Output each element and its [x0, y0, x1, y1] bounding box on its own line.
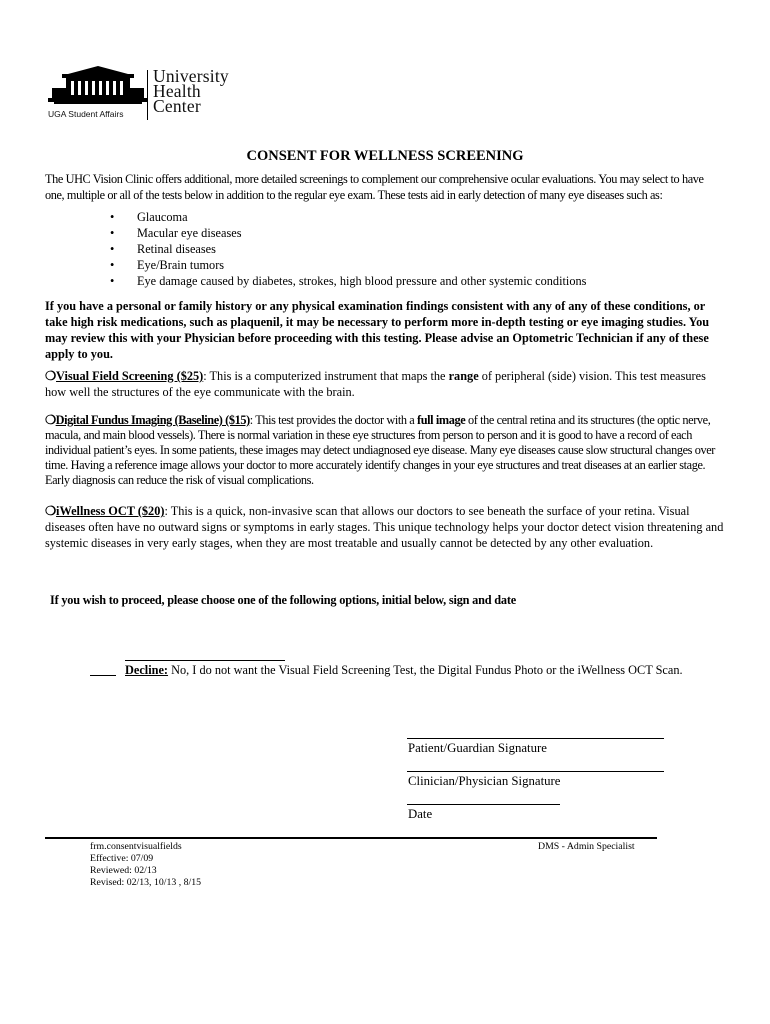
logo-word-health: Health: [153, 81, 201, 101]
logo-divider: [147, 70, 148, 120]
option-fundus: [45, 413, 725, 488]
uhc-logo: [48, 64, 248, 126]
list-item: • Eye damage caused by diabetes, strokes, high blood pressure and other systemic conditions: [110, 273, 586, 289]
option-emphasis: full image: [417, 413, 466, 427]
option-text: of the central retina and its structures (the optic nerve, macula, and main blood vessels). There is normal variation in these eye structures from person to person and it is good to have a record of each individual patient’s eyes. In some patients, these images may detect undiagnosed eye disease. Many eye diseases cause slow structural changes over time. Having a reference image allows your doctor to more accurately identify changes in your eye structures and treat diseases at an earlier stage. Early diagnosis can reduce the risk of visual complications.: [45, 413, 715, 487]
option-text: of peripheral (side) vision. This test measures how well the structures of the eye communicate with the brain.: [45, 369, 706, 399]
date-line[interactable]: [407, 804, 560, 805]
patient-signature-line[interactable]: [407, 738, 664, 739]
footer-owner: DMS - Admin Specialist: [538, 841, 635, 852]
decline-label: Decline:: [125, 663, 169, 677]
footer-divider: [45, 837, 657, 839]
radio-fundus[interactable]: ❍: [45, 413, 56, 427]
footer-effective: Effective: 07/09: [90, 853, 154, 864]
option-heading: Visual Field Screening ($25): [56, 369, 204, 383]
building-icon: [48, 64, 148, 110]
logo-affiliation: UGA Student Affairs: [48, 109, 124, 119]
option-text: : This test provides the doctor with a: [249, 413, 418, 427]
footer-revised: Revised: 02/13, 10/13 , 8/15: [90, 877, 202, 888]
radio-visual-field[interactable]: ❍: [45, 369, 57, 383]
conditions-list: [110, 209, 586, 289]
option-emphasis: range: [448, 369, 479, 383]
intro-paragraph: The UHC Vision Clinic offers additional, more detailed screenings to complement our comprehensive ocular evaluations. You may select to have one, multiple or all of the tests below in addition to the regular eye exam. These tests aid in early detection of many eye diseases such as:: [45, 172, 704, 202]
option-visual-field: [45, 368, 725, 400]
page-title: CONSENT FOR WELLNESS SCREENING: [246, 148, 524, 164]
list-item: • Retinal diseases: [110, 241, 586, 257]
date-label: Date: [408, 807, 433, 821]
list-item: • Eye/Brain tumors: [110, 257, 586, 273]
clinician-signature-line[interactable]: [407, 771, 664, 772]
list-item: • Macular eye diseases: [110, 225, 586, 241]
logo-word-center: Center: [153, 96, 201, 116]
decline-initial-blank[interactable]: [90, 675, 116, 676]
instruction-text: If you wish to proceed, please choose one of the following options, initial below, sign and date: [50, 593, 516, 607]
decline-option: [125, 663, 683, 678]
footer-form-id: frm.consentvisualfields: [90, 841, 182, 852]
patient-signature-label: Patient/Guardian Signature: [408, 741, 547, 755]
option-heading: iWellness OCT ($20): [56, 504, 165, 518]
footer-form-info: [90, 841, 201, 889]
clinician-signature-label: Clinician/Physician Signature: [408, 774, 561, 788]
option-text: : This is a computerized instrument that maps the: [203, 369, 449, 383]
footer-reviewed: Reviewed: 02/13: [90, 865, 157, 876]
logo-word-university: University: [153, 66, 229, 86]
initial-line[interactable]: [125, 660, 285, 661]
decline-text: No, I do not want the Visual Field Screening Test, the Digital Fundus Photo or the iWellness OCT Scan.: [168, 663, 683, 677]
option-text: : This is a quick, non-invasive scan that allows our doctors to see beneath the surface of your retina. Visual diseases often have no outward signs or symptoms in early stages. This unique technology helps your doctor detect vision threatening and systemic diseases in very early stages, when they are most treatable and usually cannot be detected by any other evaluation.: [45, 504, 724, 550]
option-oct: [45, 503, 725, 551]
history-notice: If you have a personal or family history or any physical examination findings consistent with any of any of these conditions, or take high risk medications, such as plaquenil, it may be necessary to perform more in-depth testing or eye imaging studies. You may review this with your Physician before proceeding with this testing. Please advise an Optometric Technician if any of these apply to you.: [45, 299, 710, 361]
list-item: • Glaucoma: [110, 209, 586, 225]
radio-oct[interactable]: ❍: [45, 504, 57, 518]
option-heading: Digital Fundus Imaging (Baseline) ($15): [55, 413, 250, 427]
